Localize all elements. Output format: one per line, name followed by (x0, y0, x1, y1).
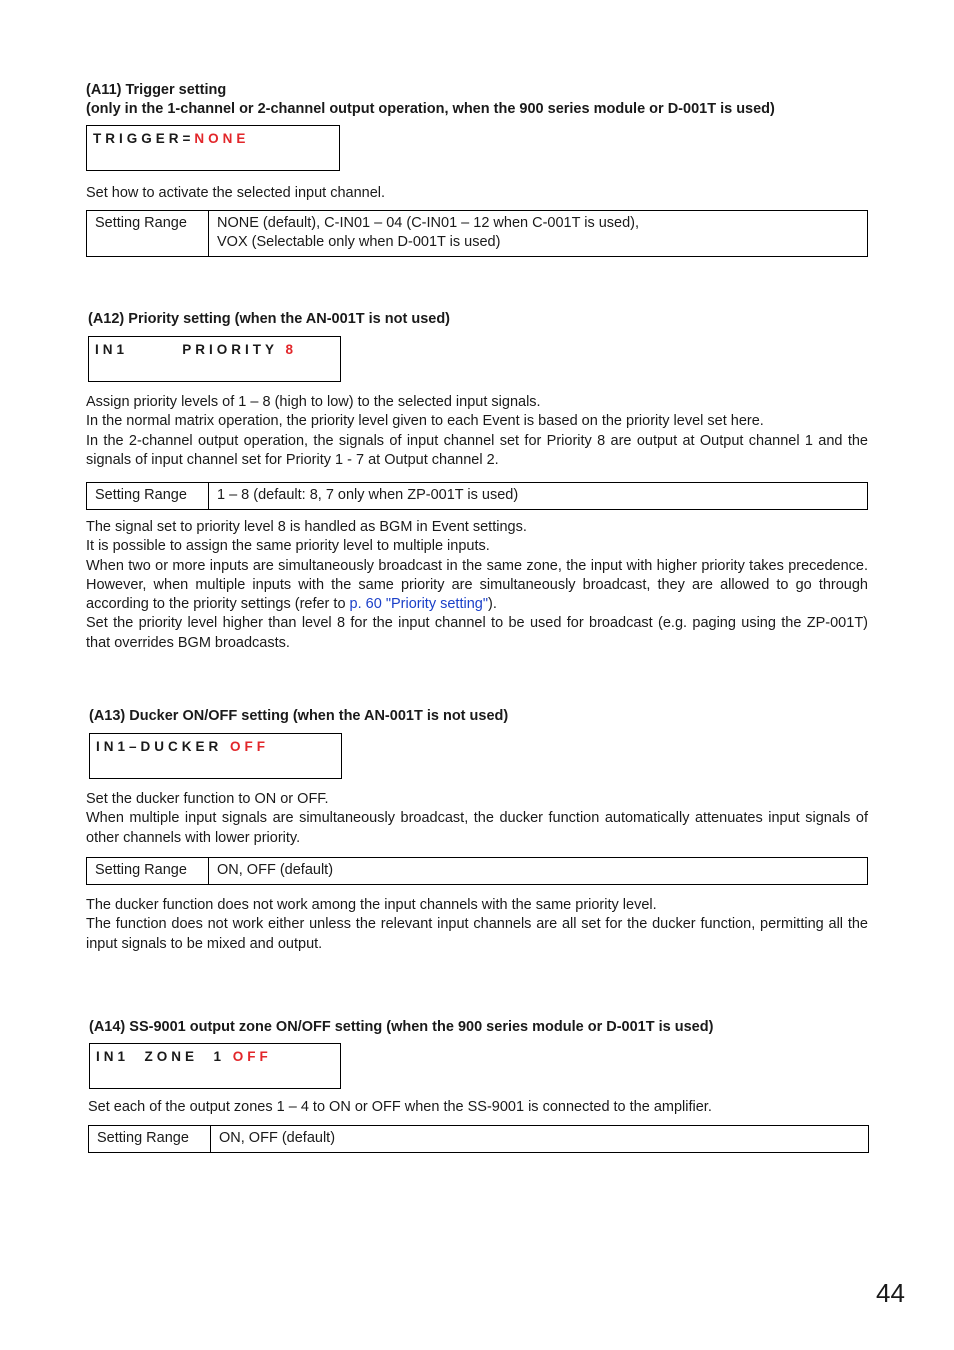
section-subtitle-a11: (only in the 1-channel or 2-channel output operation, when the 900 series module or D-001T is used) (86, 101, 775, 117)
lcd-display-ducker (89, 733, 342, 779)
lcd-display-trigger (86, 125, 340, 171)
lcd-value: OFF (232, 1049, 272, 1064)
setting-range-table-a11 (86, 210, 868, 257)
lcd-display-priority (88, 336, 341, 382)
section-title-a14: (A14) SS-9001 output zone ON/OFF setting (when the 900 series module or D-001T is used) (89, 1019, 714, 1035)
setting-range-table-a12 (86, 482, 868, 510)
setting-range-value: ON, OFF (default) (209, 858, 868, 885)
description: Set how to activate the selected input channel. (86, 185, 386, 201)
range-line: VOX (Selectable only when D-001T is used) (217, 234, 501, 250)
range-line: NONE (default), C-IN01 – 04 (C-IN01 – 12 when C-001T is used), (217, 215, 640, 231)
setting-range-value: 1 – 8 (default: 8, 7 only when ZP-001T is used) (209, 483, 868, 510)
setting-range-value (209, 211, 868, 257)
lcd-label: IN1 ZONE 1 (96, 1049, 233, 1064)
note: The signal set to priority level 8 is handled as BGM in Event settings. (86, 519, 527, 535)
lcd-value: NONE (194, 131, 250, 146)
body-text-a13 (86, 790, 868, 848)
lcd-value: 8 (285, 342, 298, 357)
lcd-display-zone (89, 1043, 341, 1089)
note-text: ). (487, 596, 497, 613)
setting-range-label: Setting Range (89, 1126, 211, 1153)
setting-range-value: ON, OFF (default) (211, 1126, 869, 1153)
note (86, 557, 868, 615)
setting-range-label: Setting Range (87, 211, 209, 257)
setting-range-label: Setting Range (87, 483, 209, 510)
paragraph: In the normal matrix operation, the priority level given to each Event is based on the priority level set here. (86, 413, 764, 430)
lcd-value: OFF (230, 739, 270, 754)
note: The ducker function does not work among the input channels with the same priority level. (86, 897, 657, 913)
body-text-a12 (86, 393, 868, 470)
paragraph: Assign priority levels of 1 – 8 (high to low) to the selected input signals. (86, 394, 541, 410)
note-text: When two or more inputs are simultaneously broadcast in the same zone, the input with higher priority takes precedence. However, when multiple inputs with the same priority are simultaneously broadcast, they are allowed to go through according to the priority settings (refer to (86, 557, 868, 613)
note: It is possible to assign the same priority level to multiple inputs. (86, 538, 490, 555)
paragraph: Set the ducker function to ON or OFF. (86, 791, 329, 807)
section-title-a12: (A12) Priority setting (when the AN-001T is not used) (88, 311, 451, 327)
section-title-a13: (A13) Ducker ON/OFF setting (when the AN-001T is not used) (89, 708, 509, 724)
lcd-label: TRIGGER= (93, 131, 195, 146)
description: Set each of the output zones 1 – 4 to ON or OFF when the SS-9001 is connected to the amplifier. (88, 1099, 712, 1115)
priority-setting-link[interactable]: p. 60 "Priority setting" (349, 596, 488, 613)
lcd-label: IN1–DUCKER (96, 739, 231, 754)
setting-range-table-a14 (88, 1125, 869, 1153)
notes-a12 (86, 518, 868, 653)
page-number: 44 (876, 1278, 905, 1308)
notes-a13 (86, 896, 868, 954)
lcd-label: IN1 PRIORITY (95, 342, 286, 357)
paragraph: When multiple input signals are simultaneously broadcast, the ducker function automatically attenuates input signals of other channels with lower priority. (86, 810, 868, 846)
setting-range-label: Setting Range (87, 858, 209, 885)
paragraph: In the 2-channel output operation, the signals of input channel set for Priority 8 are output at Output channel 1 and the signals of input channel set for Priority 1 - 7 at Output channel 2. (86, 432, 868, 468)
note: The function does not work either unless the relevant input channels are all set for the ducker function, permitting all the input signals to be mixed and output. (86, 916, 868, 952)
setting-range-table-a13 (86, 857, 868, 885)
section-title-a11: (A11) Trigger setting (86, 82, 227, 98)
note: Set the priority level higher than level 8 for the input channel to be used for broadcast (e.g. paging using the ZP-001T) that overrides BGM broadcasts. (86, 615, 868, 651)
